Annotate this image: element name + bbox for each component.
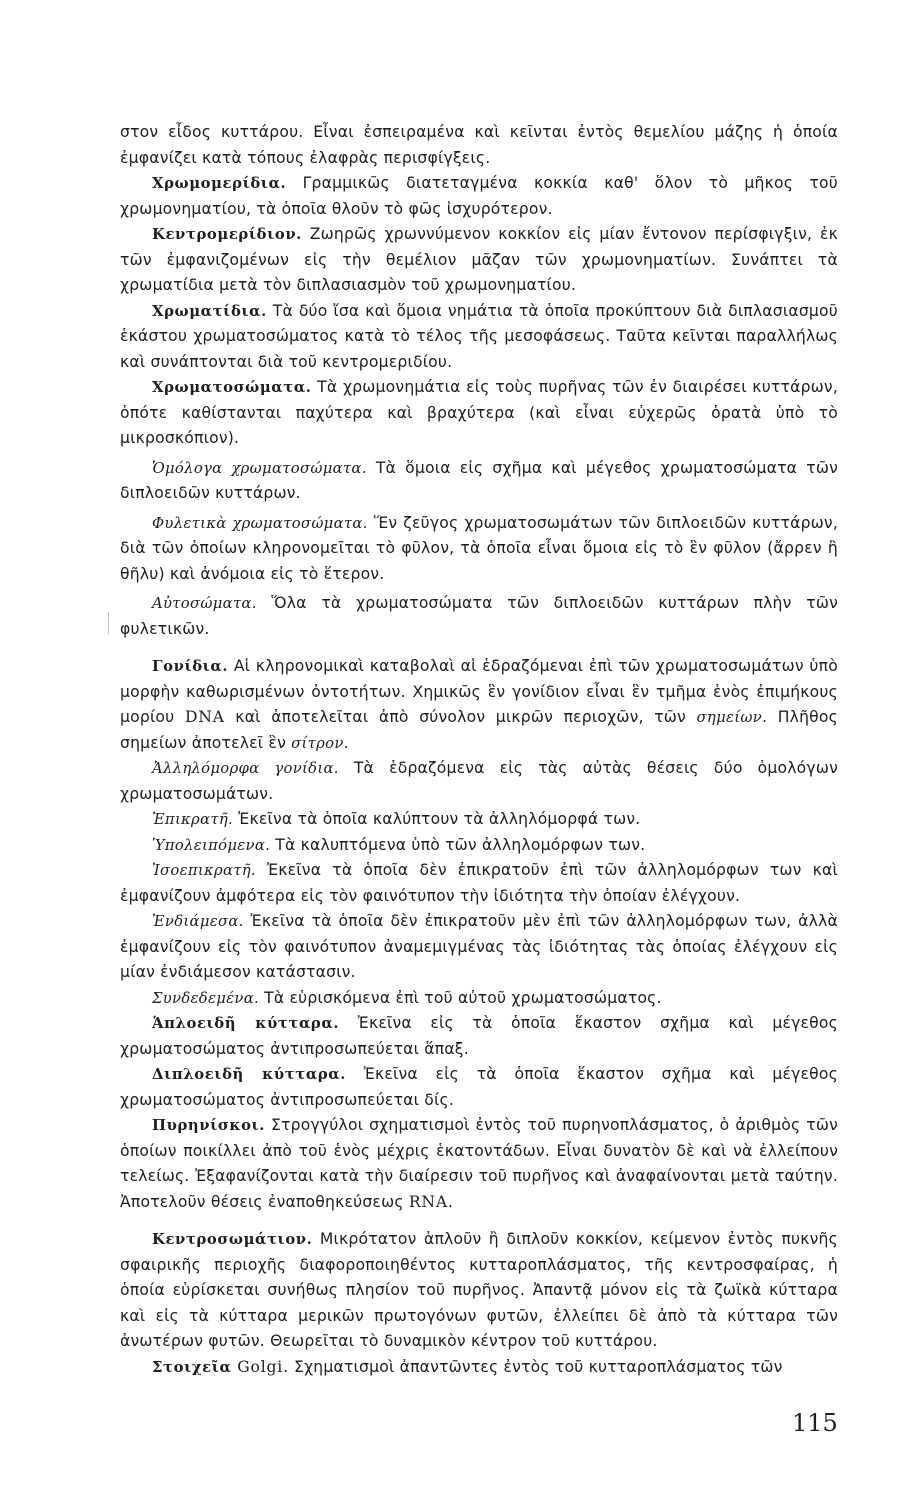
definition-autosomata: Ὅλα τὰ χρωματοσώματα τῶν διπλοειδῶν κυττάρων πλὴν τῶν φυλετικῶν. bbox=[120, 594, 838, 638]
term-golgi: Στοιχεῖα bbox=[152, 1358, 232, 1376]
definition-golgi: Σχηματισμοὶ ἀπαντῶντες ἐντὸς τοῦ κυτταροπλάσματος τῶν bbox=[288, 1357, 783, 1376]
definition-isoepikrate: Ἐκεῖνα τὰ ὁποῖα δὲν ἐπικρατοῦν ἐπὶ τῶν ἀλληλομόρφων των καὶ ἐμφανίζουν ἀμφότερα εἰς τὸν φαινότυπον τὴν ἰδιότητα τὴν ὁποίαν ἐλέγχουν. bbox=[120, 861, 838, 905]
term-isoepikrate: Ἰσοεπικρατῆ. bbox=[152, 862, 256, 879]
definition-diploeide: Ἐκεῖνα εἰς τὰ ὁποῖα ἕκαστον σχῆμα καὶ μέγεθος χρωματοσώματος ἀντιπροσωπεύεται δίς. bbox=[120, 1065, 838, 1109]
entry-gonidia bbox=[120, 654, 838, 756]
entry-isoepikrate bbox=[120, 858, 838, 909]
entry-fyletika bbox=[120, 511, 838, 588]
term-allelomorpha: Ἀλληλόμορφα γονίδια. bbox=[152, 760, 339, 777]
entry-kentromeridion bbox=[120, 222, 838, 299]
margin-mark bbox=[108, 612, 113, 634]
term-autosomata: Αὐτοσώματα. bbox=[152, 595, 257, 612]
entry-kentrosomation bbox=[120, 1227, 838, 1355]
entry-autosomata bbox=[120, 591, 838, 642]
definition-gonidia-part4: . bbox=[343, 733, 349, 752]
page-body bbox=[120, 120, 838, 1380]
term-syndedemena: Συνδεδεμένα. bbox=[152, 989, 259, 1007]
entry-chromomeridia bbox=[120, 171, 838, 222]
paragraph-intro bbox=[120, 120, 838, 171]
definition-gonidia-part1: Αἱ κληρονομικαὶ καταβολαὶ αἱ ἑδραζόμεναι ἐπὶ τῶν χρωματοσωμάτων ὑπὸ μορφὴν καθωρισμένων ὀντοτήτων. Χημικῶς ἓν γονίδιον εἶναι ἓν τμῆμα ἑνὸς ἐπιμήκους μορίου bbox=[120, 657, 838, 726]
entry-diploeide bbox=[120, 1062, 838, 1113]
entry-aploeide bbox=[120, 1011, 838, 1062]
term-kentrosomation: Κεντροσωμάτιον. bbox=[152, 1231, 313, 1248]
definition-epikrate: Ἐκεῖνα τὰ ὁποῖα καλύπτουν τὰ ἀλληλόμορφά των. bbox=[233, 810, 641, 828]
definition-ypoleipomena: Τὰ καλυπτόμενα ὑπὸ τῶν ἀλληλομόρφων των. bbox=[270, 835, 646, 854]
entry-golgi bbox=[120, 1355, 838, 1381]
term-epikrate: Ἐπικρατῆ. bbox=[152, 811, 233, 828]
term-fyletika: Φυλετικὰ χρωματοσώματα. bbox=[152, 514, 368, 532]
abbr-dna: DNA bbox=[184, 708, 225, 726]
abbr-rna: RNA bbox=[408, 1192, 448, 1211]
definition-chromatosomata: Τὰ χρωμονημάτια εἰς τοὺς πυρῆνας τῶν ἐν διαιρέσει κυττάρων, ὁπότε καθίστανται παχύτερα καὶ βραχύτερα (καὶ εἶναι εὐχερῶς ὁρατὰ ὑπὸ τὸ μικροσκόπιον). bbox=[120, 378, 838, 447]
definition-gonidia-part3: . Πλῆθος σημείων ἀποτελεῖ ἓν bbox=[120, 708, 838, 752]
definition-pyrenickoi-part1: Στρογγύλοι σχηματισμοὶ ἐντὸς τοῦ πυρηνοπλάσματος, ὁ ἀριθμὸς τῶν ὁποίων ποικίλλει ἀπὸ τοῦ ἑνὸς μέχρις ἑκατοντάδων. Εἶναι δυνατὸν δὲ καὶ νὰ ἐλλείπουν τελείως. Ἐξαφανίζονται κατὰ τὴν διαίρεσιν τοῦ πυρῆνος καὶ ἀναφαίνονται μετὰ ταύτην. Ἀποτελοῦν θέσεις ἐναποθηκεύσεως bbox=[120, 1116, 838, 1211]
definition-fyletika: Ἕν ζεῦγος χρωματοσωμάτων τῶν διπλοειδῶν κυττάρων, διὰ τῶν ὁποίων κληρονομεῖται τὸ φῦλον, τὰ ὁποῖα εἶναι ὅμοια εἰς τὸ ἓν φῦλον (ἄρρεν ἢ θῆλυ) καὶ ἀνόμοια εἰς τὸ ἕτερον. bbox=[120, 513, 838, 583]
definition-kentromeridion: Ζωηρῶς χρωννύμενον κοκκίον εἰς μίαν ἔντονον περίσφιγξιν, ἐκ τῶν ἐμφανιζομένων εἰς τὴν θεμέλιον μᾶζαν τῶν χρωμονηματίων. Συνάπτει τὰ χρωματίδια μετὰ τὸν διπλασιασμὸν τοῦ χρωμονηματίου. bbox=[120, 225, 838, 294]
term-endiamesa: Ἐνδιάμεσα. bbox=[152, 913, 244, 930]
definition-endiamesa: Ἐκεῖνα τὰ ὁποῖα δὲν ἐπικρατοῦν μὲν ἐπὶ τῶν ἀλληλομόρφων των, ἀλλὰ ἐμφανίζουν εἰς τὸν φαινότυπον ἀναμεμιγμένας τὰς ἰδιότητας τὰς ὁποίας ἐλέγχουν εἰς μίαν ἐνδιάμεσον κατάστασιν. bbox=[120, 912, 838, 981]
term-aploeide: Ἁπλοειδῆ κύτταρα. bbox=[152, 1015, 340, 1032]
definition-chromatidia: Τὰ δύο ἴσα καὶ ὅμοια νημάτια τὰ ὁποῖα προκύπτουν διὰ διπλασιασμοῦ ἑκάστου χρωματοσώματος κατὰ τὸ τέλος τῆς μεσοφάσεως. Ταῦτα κεῖνται παραλλήλως καὶ συνάπτονται διὰ τοῦ κεντρομεριδίου. bbox=[120, 301, 838, 371]
definition-chromomeridia: Γραμμικῶς διατεταγμένα κοκκία καθ' ὅλον τὸ μῆκος τοῦ χρωμονηματίου, τὰ ὁποῖα θλοῦν τὸ φῶς ἰσχυρότερον. bbox=[120, 174, 838, 218]
definition-kentrosomation: Μικρότατον ἁπλοῦν ἢ διπλοῦν κοκκίον, κείμενον ἐντὸς πυκνῆς σφαιρικῆς περιοχῆς διαφοροποιηθέντος κυτταροπλάσματος, τῆς κεντροσφαίρας, ἡ ὁποία εὑρίσκεται συνήθως πλησίον τοῦ πυρῆνος. Ἀπαντᾷ μόνον εἰς τὰ ζωϊκὰ κύτταρα καὶ εἰς τὰ κύτταρα μερικῶν πρωτογόνων φυτῶν, ἐλλείπει δὲ ἀπὸ τὰ κύτταρα τῶν ἀνωτέρων φυτῶν. Θεωρεῖται τὸ δυναμικὸν κέντρον τοῦ κυττάρου. bbox=[120, 1230, 838, 1350]
entry-allelomorpha bbox=[120, 756, 838, 807]
term-kentromeridion: Κεντρομερίδιον. bbox=[152, 226, 302, 243]
entry-endiamesa bbox=[120, 909, 838, 986]
definition-omologa: Τὰ ὅμοια εἰς σχῆμα καὶ μέγεθος χρωματοσώματα τῶν διπλοειδῶν κυττάρων. bbox=[120, 458, 838, 502]
entry-epikrate bbox=[120, 807, 838, 833]
term-diploeide: Διπλοειδῆ κύτταρα. bbox=[152, 1066, 347, 1083]
term-semeion: σημείων bbox=[696, 709, 763, 726]
term-chromomeridia: Χρωμομερίδια. bbox=[152, 175, 287, 192]
term-omologa: Ὁμόλογα χρωματοσώματα. bbox=[152, 459, 367, 477]
term-golgi-name: Golgi. bbox=[231, 1357, 289, 1376]
entry-ypoleipomena bbox=[120, 833, 838, 859]
definition-syndedemena: Τὰ εὑρισκόμενα ἐπὶ τοῦ αὐτοῦ χρωματοσώματος. bbox=[259, 988, 662, 1007]
term-chromatidia: Χρωματίδια. bbox=[152, 302, 267, 320]
page-number: 115 bbox=[792, 1409, 838, 1437]
term-gonidia: Γονίδια. bbox=[152, 658, 229, 675]
term-chromatosomata: Χρωματοσώματα. bbox=[152, 379, 312, 396]
definition-aploeide: Ἐκεῖνα εἰς τὰ ὁποῖα ἕκαστον σχῆμα καὶ μέγεθος χρωματοσώματος ἀντιπροσωπεύεται ἅπαξ. bbox=[120, 1014, 838, 1058]
term-ypoleipomena: Ὑπολειπόμενα. bbox=[152, 836, 271, 854]
term-sitron: σίτρον bbox=[291, 734, 344, 752]
entry-omologa bbox=[120, 456, 838, 507]
term-pyrenickoi: Πυρηνίσκοι. bbox=[152, 1117, 266, 1134]
definition-allelomorpha: Τὰ ἑδραζόμενα εἰς τὰς αὐτὰς θέσεις δύο ὁμολόγων χρωματοσωμάτων. bbox=[120, 759, 838, 803]
definition-pyrenickoi-part2: . bbox=[447, 1192, 454, 1211]
entry-syndedemena bbox=[120, 986, 838, 1012]
entry-pyrenickoi bbox=[120, 1113, 838, 1215]
entry-chromatidia bbox=[120, 299, 838, 376]
intro-text: στον εἶδος κυττάρου. Εἶναι ἐσπειραμένα καὶ κεῖνται ἐντὸς θεμελίου μάζης ἡ ὁποία ἐμφανίζει κατὰ τόπους ἐλαφρὰς περισφίγξεις. bbox=[120, 123, 838, 167]
definition-gonidia-part2: καὶ ἀποτελεῖται ἀπὸ σύνολον μικρῶν περιοχῶν, τῶν bbox=[224, 708, 697, 726]
entry-chromatosomata bbox=[120, 375, 838, 452]
